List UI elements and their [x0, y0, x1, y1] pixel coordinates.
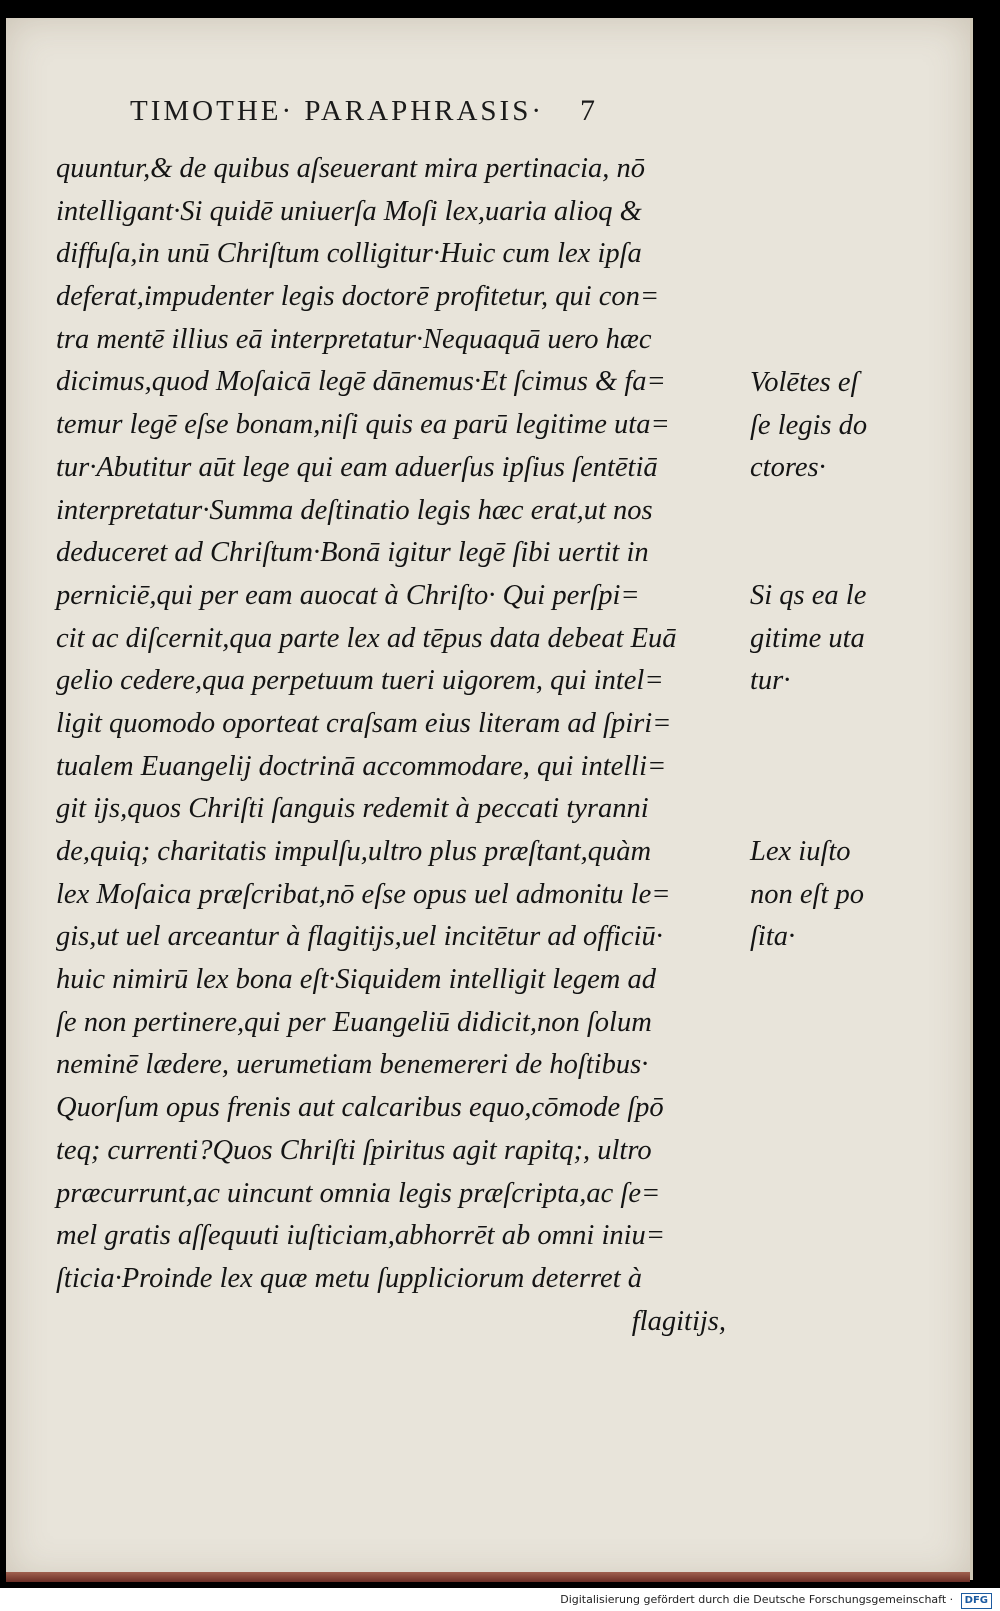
text-line: temur legē eſse bonam,niſi quis ea parū legitime uta=: [56, 409, 670, 441]
text-line: neminē lædere, uerumetiam benemereri de hoſtibus·: [56, 1049, 649, 1081]
text-line: præcurrunt,ac uincunt omnia legis præſcripta,ac ſe=: [56, 1177, 661, 1209]
text-line: lex Moſaica præſcribat,nō eſse opus uel admonitu le=: [56, 878, 671, 910]
margin-note-line: Lex iuſto: [750, 836, 851, 867]
margin-note-2: [750, 575, 866, 703]
text-line: tualem Euangelij doctrinā accommodare, qui intelli=: [56, 750, 667, 782]
text-line: cit ac diſcernit,qua parte lex ad tēpus data debeat Euā: [56, 622, 677, 654]
margin-note-1: [750, 362, 867, 490]
margin-note-line: ſita·: [750, 921, 796, 953]
text-line: interpretatur·Summa deſtinatio legis hæc erat,ut nos: [56, 494, 653, 526]
margin-note-line: ctores·: [750, 452, 826, 484]
text-line: de,quiq; charitatis impulſu,ultro plus præſtant,quàm: [56, 836, 652, 867]
page-number: 7: [580, 94, 599, 127]
text-line: ſe non pertinere,qui per Euangeliū didicit,non ſolum: [56, 1006, 652, 1038]
text-line: dicimus,quod Moſaicā legē dānemus·Et ſcimus & fa=: [56, 366, 666, 398]
text-line: deduceret ad Chriſtum·Bonā igitur legē ſibi uertit in: [56, 537, 649, 569]
margin-note-3: [750, 831, 864, 959]
text-line: git ijs,quos Chriſti ſanguis redemit à peccati tyranni: [56, 793, 649, 825]
text-line: gis,ut uel arceantur à flagitijs,uel incitētur ad officiū·: [56, 921, 663, 953]
text-line: tra mentē illius eā interpretatur·Nequaquā uero hæc: [56, 323, 652, 355]
text-line: perniciē,qui per eam auocat à Chriſto· Qui perſpi=: [56, 579, 640, 611]
text-line: deferat,impudenter legis doctorē profitetur, qui con=: [56, 281, 660, 313]
catchword: flagitijs,: [631, 1305, 726, 1337]
main-text-block: [56, 148, 726, 1343]
text-line: ligit quomodo oporteat craſsam eius literam ad ſpiri=: [56, 707, 672, 739]
margin-note-line: tur·: [750, 665, 791, 697]
text-line: huic nimirū lex bona eſt·Siquidem intelligit legem ad: [56, 964, 656, 996]
text-line: intelligant·Si quidē uniuerſa Moſi lex,uaria alioq &: [56, 195, 642, 227]
credit-text: Digitalisierung gefördert durch die Deutsche Forschungsgemeinschaft ·: [560, 1593, 954, 1606]
margin-note-line: gitime uta: [750, 622, 865, 654]
running-title: TIMOTHE· PARAPHRASIS·: [130, 95, 545, 127]
dfg-logo: DFG: [961, 1593, 992, 1609]
text-line: teq; currenti?Quos Chriſti ſpiritus agit rapitq;, ultro: [56, 1134, 652, 1166]
running-header: [130, 94, 690, 134]
margin-note-line: ſe legis do: [750, 409, 868, 441]
text-line: gelio cedere,qua perpetuum tueri uigorem, qui intel=: [56, 665, 664, 697]
margin-note-line: Volētes eſ: [750, 367, 859, 398]
page-edge: [6, 1572, 970, 1582]
text-line: tur·Abutitur aūt lege qui eam aduerſus ipſius ſentētiā: [56, 451, 658, 483]
digitization-credit-bar: [0, 1588, 1000, 1611]
text-line: Quorſum opus frenis aut calcaribus equo,cōmode ſpō: [56, 1092, 664, 1124]
text-line: mel gratis aſſequuti iuſticiam,abhorrēt ab omni iniu=: [56, 1220, 666, 1252]
text-line: diffuſa,in unū Chriſtum colligitur·Huic cum lex ipſa: [56, 238, 642, 270]
margin-note-line: Si qs ea le: [750, 580, 867, 611]
text-line: quuntur,& de quibus aſseuerant mira pertinacia, nō: [56, 153, 645, 184]
text-line: ſticia·Proinde lex quæ metu ſuppliciorum deterret à: [56, 1262, 642, 1294]
margin-note-line: non eſt po: [750, 878, 864, 910]
